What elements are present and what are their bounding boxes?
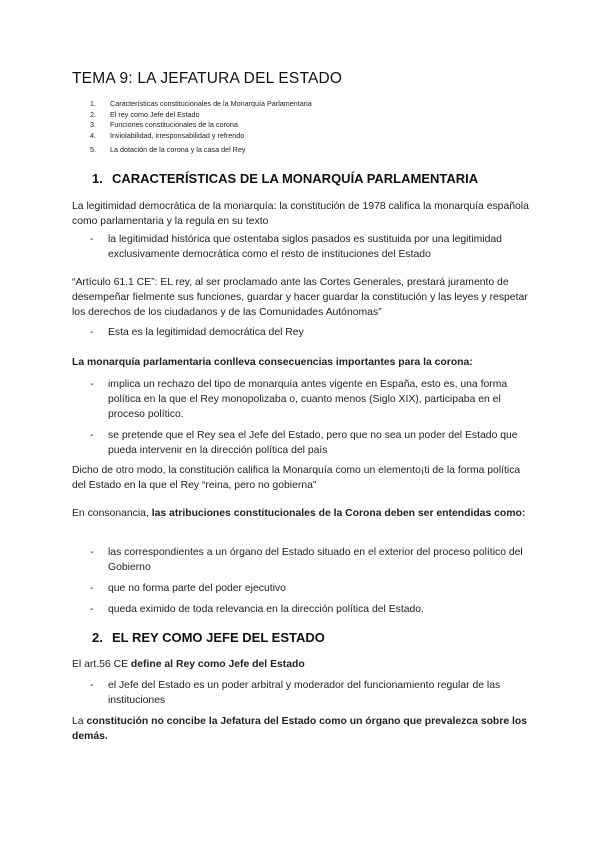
toc-item bbox=[90, 131, 244, 140]
bullet-dash: - bbox=[90, 604, 94, 615]
toc-item-number: 4. bbox=[90, 130, 96, 140]
toc-item bbox=[90, 120, 238, 129]
section-number: 1. bbox=[92, 171, 103, 186]
consonance-bold: las atribuciones constitucionales de la Corona deben ser entendidas como: bbox=[151, 508, 526, 519]
toc-item-text: Características constitucionales de la Monarquía Parlamentaria bbox=[110, 99, 312, 108]
article-quote: “Artículo 61.1 CE”: EL rey, al ser proclamado ante las Cortes Generales, prestará juramento de desempeñar fielmente sus funciones, guardar y hacer guardar la constitución y las leyes y respetar los derechos de los ciudadanos y de las Comunidades Autónomas” bbox=[72, 277, 528, 318]
bullet-dash: - bbox=[90, 327, 94, 338]
toc-item bbox=[90, 110, 200, 119]
toc-item-text: Funciones constitucionales de la corona bbox=[110, 120, 238, 129]
toc-item-number: 3. bbox=[90, 120, 96, 129]
section-2-heading bbox=[92, 630, 325, 645]
bullet-dash: - bbox=[90, 680, 94, 691]
bullet-text: las correspondientes a un órgano del Estado situado en el exterior del proceso político del Gobierno bbox=[108, 547, 523, 573]
toc-item-number: 2. bbox=[90, 109, 96, 119]
bullet-text: Esta es la legitimidad democrática del Rey bbox=[108, 327, 304, 338]
closing-paragraph bbox=[72, 714, 534, 744]
toc-item bbox=[90, 145, 245, 154]
article-bold: define al Rey como Jefe del Estado bbox=[130, 659, 305, 670]
bullet-item bbox=[90, 678, 534, 708]
consonance-paragraph bbox=[72, 506, 534, 521]
summary-paragraph: Dicho de otro modo, la constitución califica la Monarquía como un elemento¡ti de la forma política del Estado en la que el Rey “reina, pero no gobierna” bbox=[72, 465, 521, 491]
toc-item-text: El rey como Jefe del Estado bbox=[110, 109, 200, 119]
closing-bold: constitución no concibe la Jefatura del Estado como un órgano que prevalezca sobre los demás. bbox=[72, 716, 527, 742]
bullet-item bbox=[90, 377, 534, 422]
bullet-dash: - bbox=[90, 379, 94, 390]
page-title: TEMA 9: LA JEFATURA DEL ESTADO bbox=[72, 70, 343, 87]
toc-item-number: 5. bbox=[90, 145, 96, 154]
bullet-text: se pretende que el Rey sea el Jefe del Estado, pero que no sea un poder del Estado que pueda intervenir en la dirección política del país bbox=[108, 430, 518, 456]
toc-item-text: Inviolabilidad, irresponsabilidad y refrendo bbox=[110, 130, 245, 140]
section-1-heading bbox=[92, 171, 478, 186]
bullet-dash: - bbox=[90, 234, 94, 245]
bullet-item bbox=[90, 602, 534, 617]
intro-paragraph: La legitimidad democrática de la monarquía: la constitución de 1978 califica la monarquía española como parlamentaria y la regula en su texto bbox=[72, 201, 529, 227]
bullet-text: que no forma parte del poder ejecutivo bbox=[108, 583, 286, 594]
toc-item-text: La dotación de la corona y la casa del Rey bbox=[110, 145, 246, 154]
article-paragraph bbox=[72, 657, 534, 672]
section-title: CARACTERÍSTICAS DE LA MONARQUÍA PARLAMENTARIA bbox=[112, 171, 479, 186]
consonance-prefix: En consonancia, bbox=[72, 508, 152, 519]
bullet-item bbox=[90, 545, 534, 575]
bullet-item bbox=[90, 428, 534, 458]
section-title: EL REY COMO JEFE DEL ESTADO bbox=[112, 630, 325, 645]
bullet-text: implica un rechazo del tipo de monarquía antes vigente en España, esto es, una forma política en la que el Rey monopolizaba o, cuanto menos (Siglo XIX), participaba en el proceso político. bbox=[108, 379, 508, 420]
bullet-text: el Jefe del Estado es un poder arbitral y moderador del funcionamiento regular de las instituciones bbox=[108, 680, 501, 706]
bullet-item bbox=[90, 325, 534, 340]
bullet-dash: - bbox=[90, 583, 94, 594]
consequences-heading: La monarquía parlamentaria conlleva consecuencias importantes para la corona: bbox=[72, 357, 473, 368]
bullet-dash: - bbox=[90, 430, 94, 441]
bullet-item bbox=[90, 581, 534, 596]
bullet-text: queda eximido de toda relevancia en la dirección política del Estado. bbox=[108, 604, 424, 615]
article-prefix: El art.56 CE bbox=[72, 659, 131, 670]
bullet-item bbox=[90, 232, 534, 262]
toc-item-number: 1. bbox=[90, 99, 96, 108]
section-number: 2. bbox=[92, 630, 103, 645]
toc-item bbox=[90, 99, 312, 108]
closing-prefix: La bbox=[72, 716, 87, 727]
bullet-text: la legitimidad histórica que ostentaba siglos pasados es sustituida por una legitimidad exclusivamente democrática como el resto de instituciones del Estado bbox=[108, 234, 502, 260]
bullet-dash: - bbox=[90, 547, 94, 558]
